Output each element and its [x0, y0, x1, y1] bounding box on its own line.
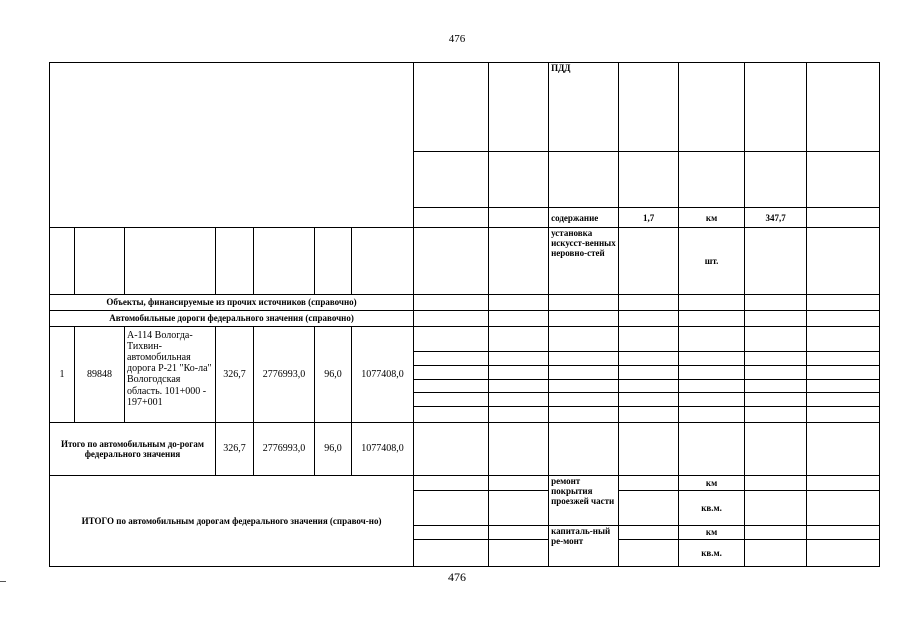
table-row: [50, 228, 880, 295]
object-length: 326,7: [216, 326, 254, 422]
budget-table: [49, 62, 880, 567]
total-cell: 347,7: [745, 208, 807, 228]
page-number-bottom: 476: [448, 570, 466, 584]
total-label: ИТОГО по автомобильным дорогам федерального значения (справоч-но): [50, 475, 414, 566]
object-cost: 2776993,0: [254, 326, 315, 422]
table-row: [50, 63, 880, 152]
unit-cell: км: [679, 208, 745, 228]
section-heading: Автомобильные дороги федерального значения (справочно): [50, 310, 414, 326]
object-percent: 96,0: [315, 326, 352, 422]
work-type-cell: капиталь-ный ре-монт: [549, 525, 619, 566]
subtotal-label: Итого по автомобильным до-рогам федерального значения: [50, 422, 216, 475]
work-type-cell: содержание: [549, 208, 619, 228]
total-row: [50, 475, 880, 490]
work-type-cell: ПДД: [549, 63, 619, 152]
object-name: А-114 Вологда-Тихвин-автомобильная дорога Р-21 "Ко-ла" Вологодская область. 101+000 - 197+001: [125, 326, 216, 422]
unit-cell: км: [679, 475, 745, 490]
section-row: [50, 310, 880, 326]
row-number: 1: [50, 326, 75, 422]
subtotal-length: 326,7: [216, 422, 254, 475]
object-amount: 1077408,0: [352, 326, 414, 422]
unit-cell: кв.м.: [679, 540, 745, 567]
section-row: [50, 294, 880, 310]
work-type-cell: ремонт покрытия проезжей части: [549, 475, 619, 525]
subtotal-percent: 96,0: [315, 422, 352, 475]
unit-cell: км: [679, 525, 745, 540]
subtotal-amount: 1077408,0: [352, 422, 414, 475]
page-number-top: 476: [448, 33, 466, 45]
subtotal-cost: 2776993,0: [254, 422, 315, 475]
section-heading: Объекты, финансируемые из прочих источников (справочно): [50, 294, 414, 310]
volume-cell: 1,7: [619, 208, 679, 228]
work-type-cell: установка искусст-венных неровно-стей: [549, 228, 619, 295]
subtotal-row: [50, 422, 880, 475]
object-code: 89848: [75, 326, 125, 422]
unit-cell: кв.м.: [679, 490, 745, 525]
table-row: [50, 326, 880, 351]
unit-cell: шт.: [679, 228, 745, 295]
margin-mark: [0, 581, 6, 582]
blank-cell: [50, 63, 414, 228]
